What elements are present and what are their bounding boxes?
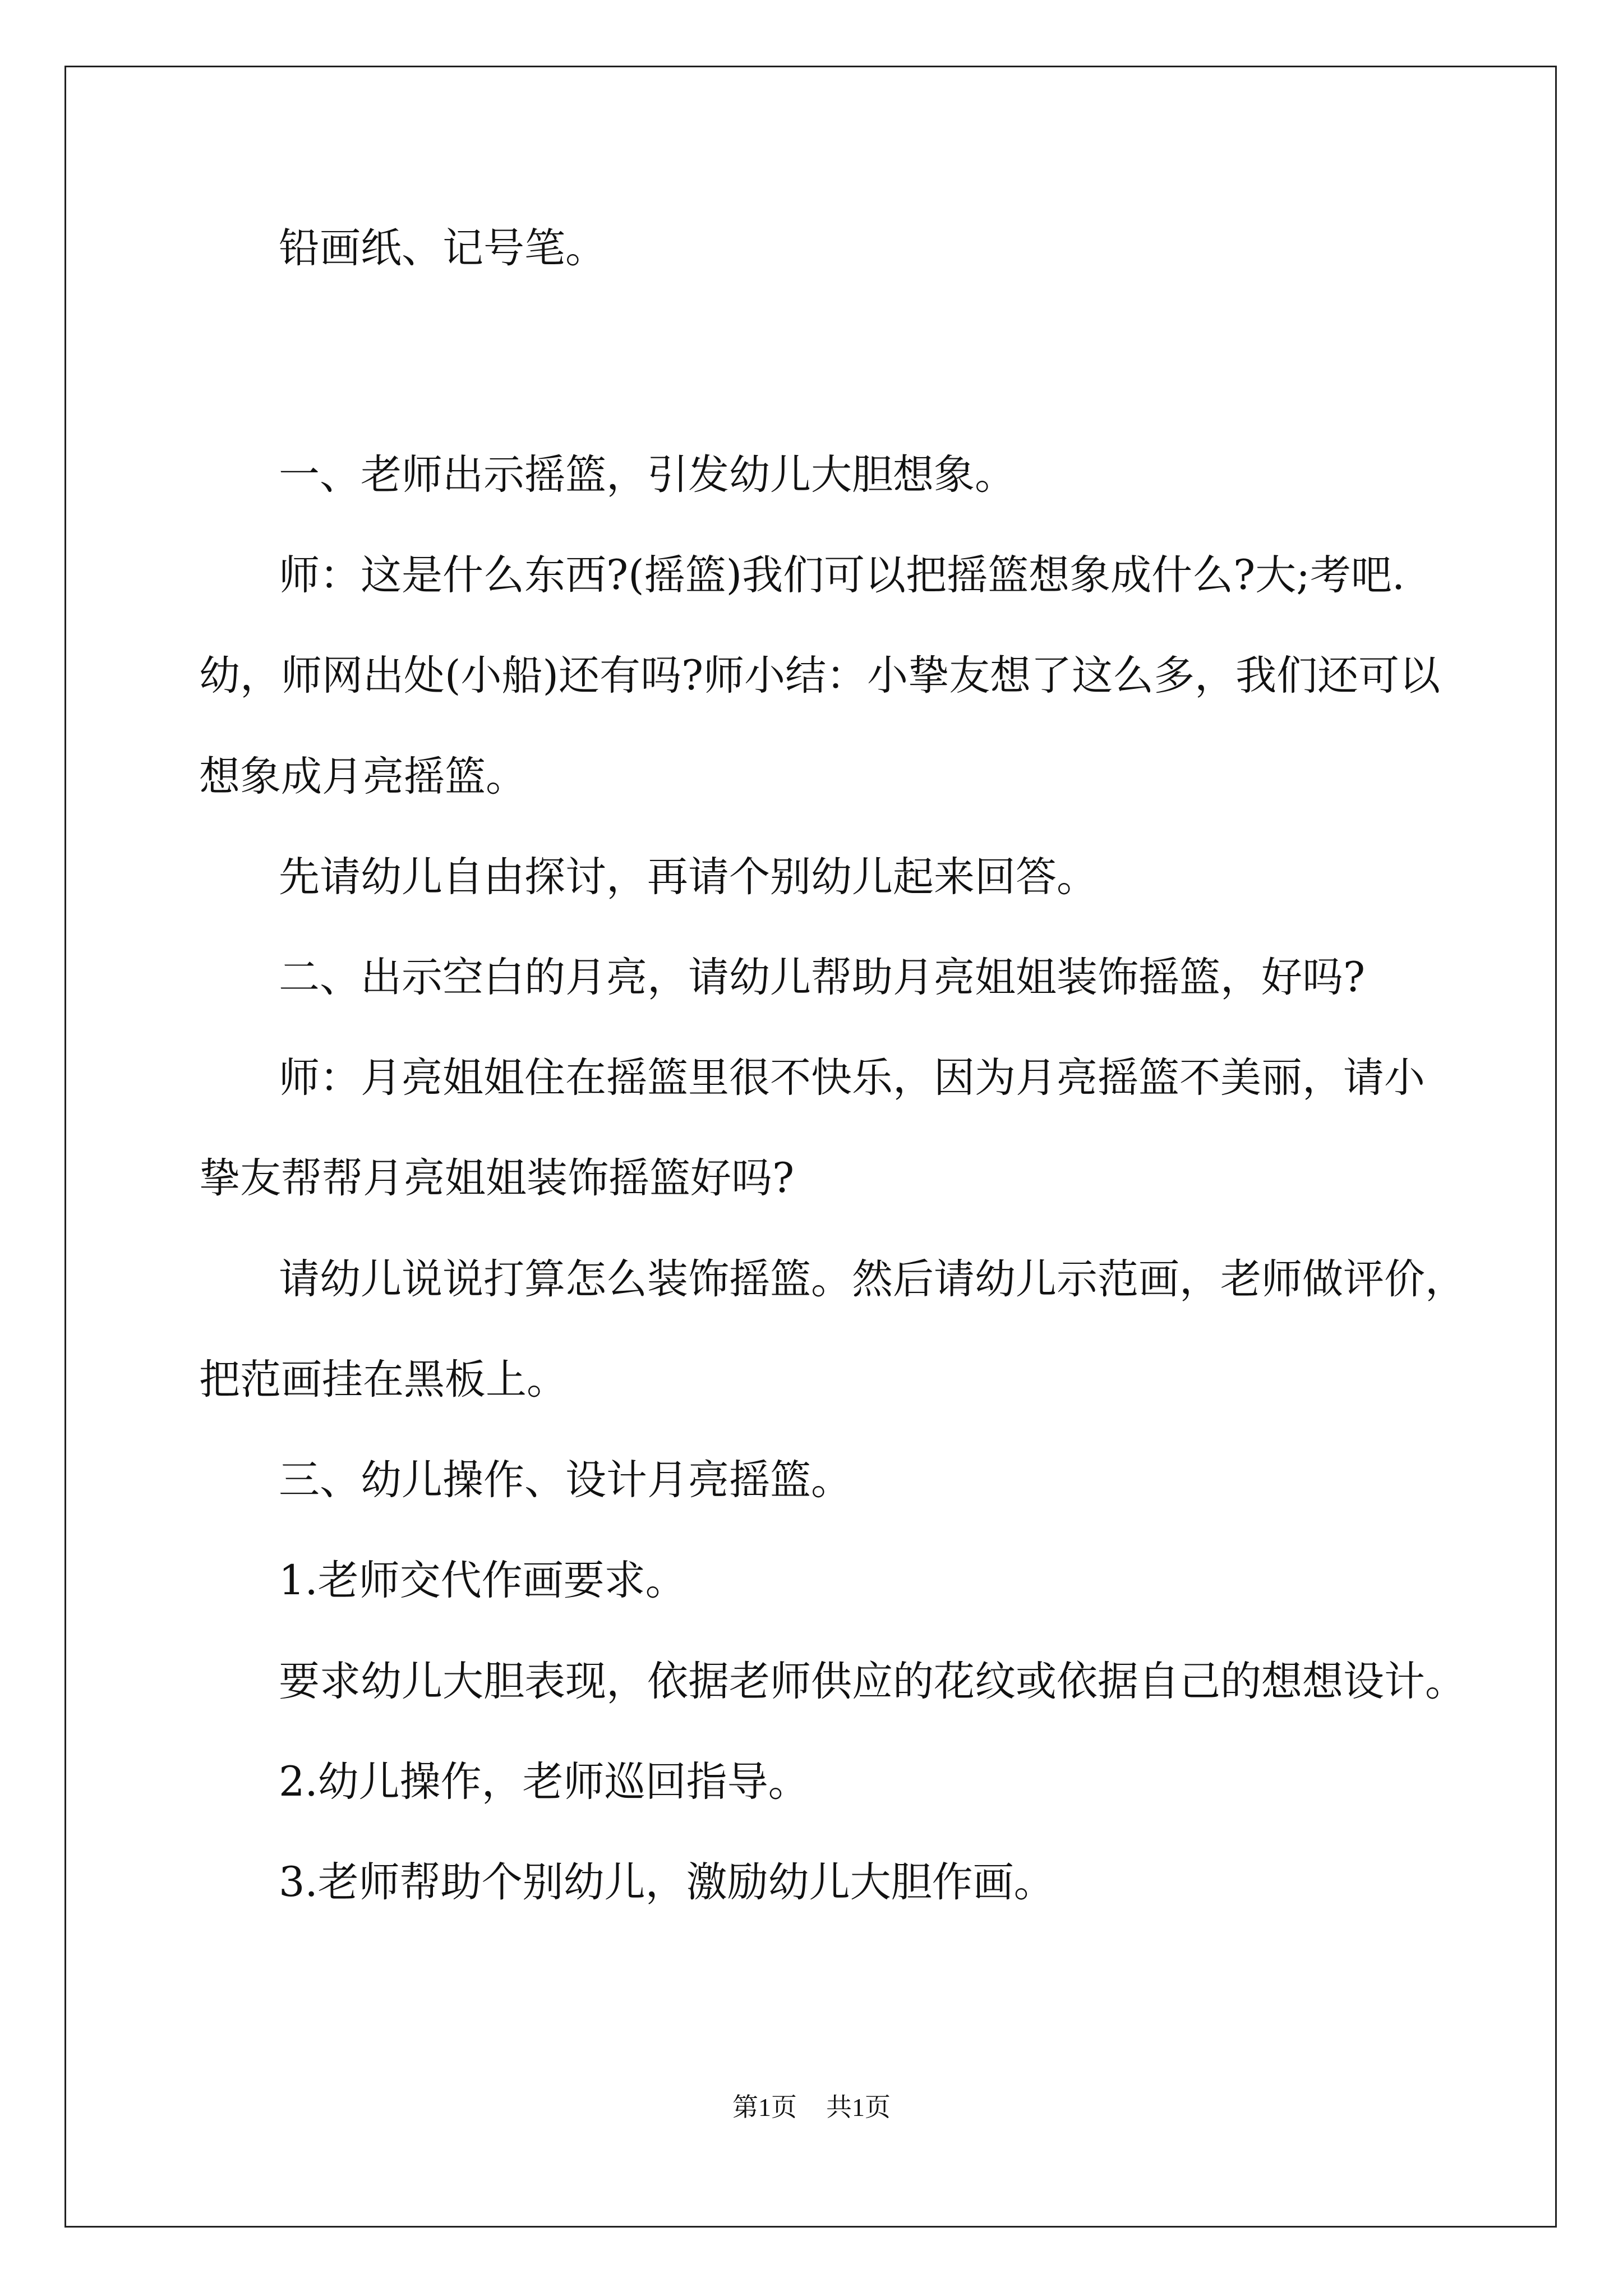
text-line: 1.老师交代作画要求。 — [279, 1557, 686, 1604]
text-line: 把范画挂在黑板上。 — [199, 1356, 568, 1404]
text-line: 想象成月亮摇篮。 — [199, 753, 527, 800]
text-line: 师：月亮姐姐住在摇篮里很不快乐，因为月亮摇篮不美丽，请小 — [279, 1054, 1425, 1102]
text-line: 三、幼儿操作、设计月亮摇篮。 — [279, 1456, 852, 1504]
text-line: 二、出示空白的月亮，请幼儿帮助月亮姐姐装饰摇篮，好吗? — [279, 954, 1366, 1001]
page-total: 共1页 — [826, 2093, 891, 2122]
text-line: 3.老师帮助个别幼儿，激励幼儿大胆作画。 — [279, 1858, 1055, 1906]
text-line: 先请幼儿自由探讨，再请个别幼儿起来回答。 — [279, 853, 1098, 901]
text-line: 幼，师网出处(小船)还有吗?师小结：小挚友想了这么多，我们还可以 — [199, 652, 1441, 700]
text-line: 请幼儿说说打算怎么装饰摇篮。然后请幼儿示范画，老师做评价， — [279, 1255, 1466, 1303]
text-line: 师：这是什么东西?(摇篮)我们可以把摇篮想象成什么?大;考吧. — [279, 551, 1405, 599]
text-line: 要求幼儿大胆表现，依据老师供应的花纹或依据自己的想想设计。 — [279, 1658, 1466, 1705]
page-number: 第1页 — [732, 2093, 797, 2122]
text-line: 挚友帮帮月亮姐姐装饰摇篮好吗? — [199, 1154, 795, 1202]
text-line: 2.幼儿操作，老师巡回指导。 — [279, 1758, 809, 1806]
text-line: 铅画纸、记号笔。 — [279, 224, 606, 272]
text-line: 一、老师出示摇篮，引发幼儿大胆想象。 — [279, 451, 1016, 499]
page-footer — [0, 2095, 1623, 2120]
